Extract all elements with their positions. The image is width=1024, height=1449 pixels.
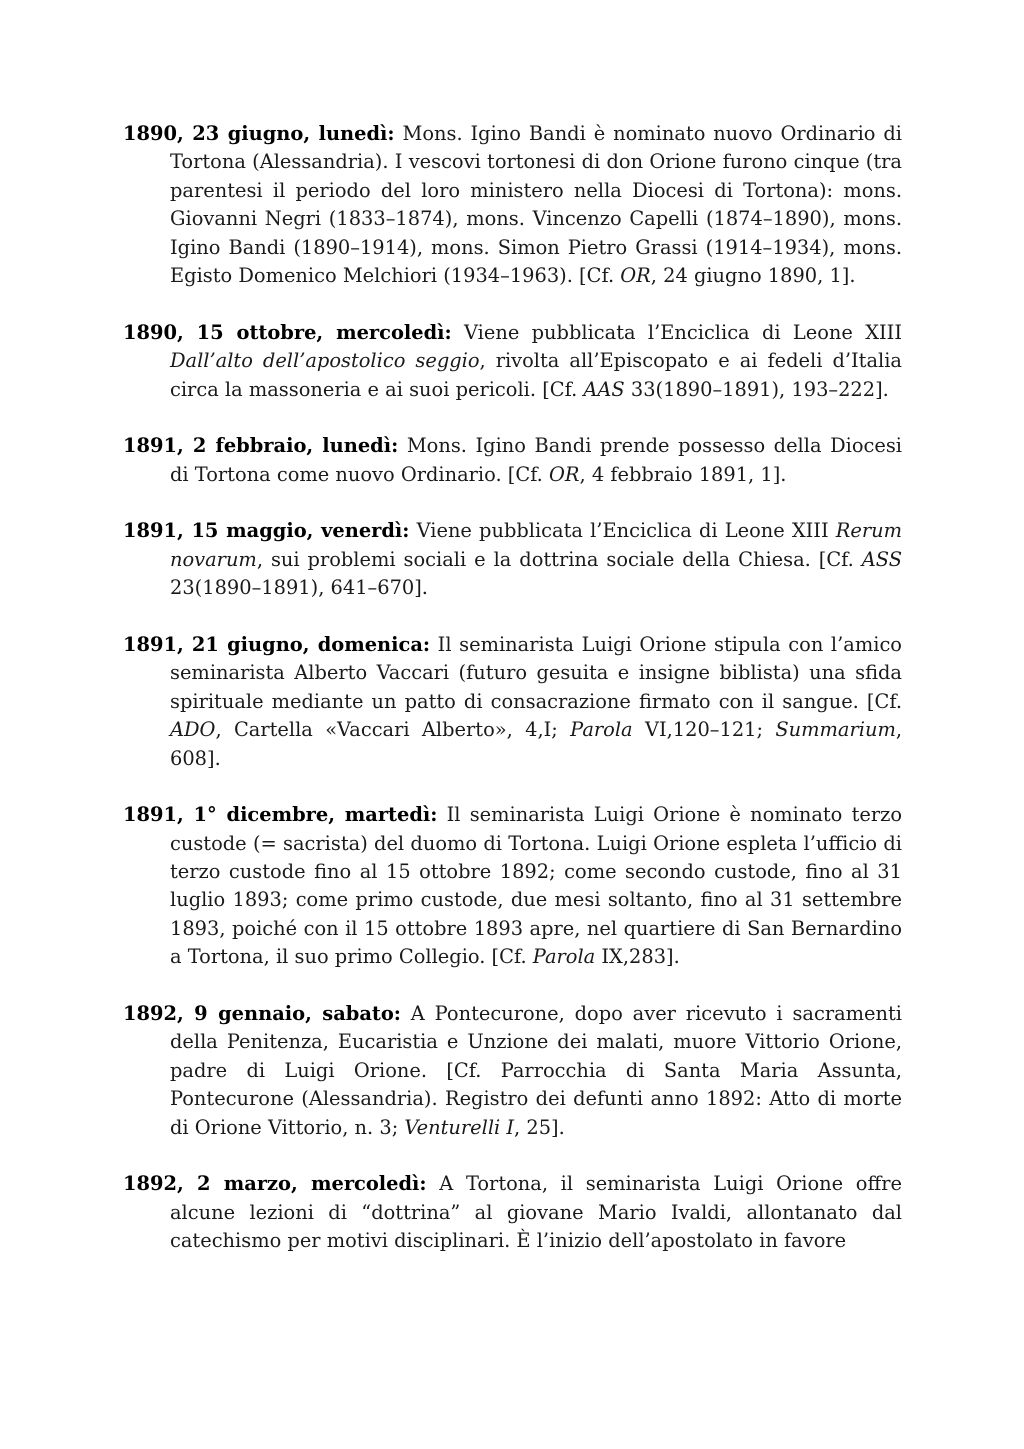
entry-date: 1892, 9 gennaio, sabato: (123, 1001, 401, 1025)
source-title: Parola (570, 718, 633, 742)
entry-text: , 608]. (170, 718, 903, 770)
entry-date: 1891, 21 giugno, domenica: (123, 632, 431, 656)
work-title: Dall’alto dell’apostolico seggio (170, 349, 480, 373)
entry-text: Il seminarista Luigi Orione è nominato terzo custode (= sacrista) del duomo di Tortona. Luigi Orione espleta l’ufficio di terzo custode fino al 15 ottobre 1892; come secondo custode, fino al 31 luglio 1893; come primo custode, due mesi soltanto, fino al 31 settembre 1893, poiché con il 15 ottobre 1893 apre, nel quartiere di San Bernardino a Tortona, il suo primo Collegio. [Cf. (170, 803, 902, 969)
entry-text: A Tortona, il seminarista Luigi Orione offre alcune lezioni di “dottrina” al giovane Mario Ivaldi, allontanato dal catechismo per motivi disciplinari. È l’inizio dell’apostolato in favore (170, 1172, 902, 1253)
entry-text: 33(1890–1891), 193–222]. (624, 377, 889, 401)
abbreviation: ADO (170, 718, 216, 742)
entry-date: 1891, 15 maggio, venerdì: (123, 519, 410, 543)
abbreviation: OR (620, 264, 651, 288)
chronology-entry (123, 517, 902, 602)
source-title: Parola (532, 945, 596, 969)
abbreviation: AAS (583, 377, 625, 401)
chronology-entry (123, 432, 902, 489)
entry-text: , 25]. (514, 1115, 565, 1139)
entry-text: , 24 giugno 1890, 1]. (650, 264, 856, 288)
chronology-entry (123, 801, 902, 971)
entry-text: Viene pubblicata l’Enciclica di Leone XIII (451, 320, 902, 344)
abbreviation: OR (549, 462, 580, 486)
entry-date: 1891, 2 febbraio, lunedì: (123, 434, 399, 458)
entry-text: , sui problemi sociali e la dottrina sociale della Chiesa. [Cf. (256, 547, 862, 571)
chronology-entry (123, 1170, 902, 1255)
entry-date: 1890, 15 ottobre, mercoledì: (123, 320, 452, 344)
entry-text: Viene pubblicata l’Enciclica di Leone XIII (409, 519, 836, 543)
entry-text: , rivolta all’Episcopato e ai fedeli d’Italia circa la massoneria e ai suoi pericoli. [Cf. (170, 349, 902, 401)
entry-date: 1891, 1° dicembre, martedì: (123, 803, 438, 827)
entry-text: A Pontecurone, dopo aver ricevuto i sacramenti della Penitenza, Eucaristia e Unzione dei malati, muore Vittorio Orione, padre di Luigi Orione. [Cf. Parrocchia di Santa Maria Assunta, Pontecurone (Alessandria). Registro dei defunti anno 1892: Atto di morte di Orione Vittorio, n. 3; (170, 1001, 903, 1139)
abbreviation: ASS (861, 547, 902, 571)
document-page (123, 120, 902, 1255)
entry-text: , 4 febbraio 1891, 1]. (579, 462, 787, 486)
work-title: Rerum novarum (170, 519, 902, 571)
chronology-entry (123, 631, 902, 773)
entry-date: 1890, 23 giugno, lunedì: (123, 122, 395, 145)
entry-text: VI,120–121; (632, 718, 776, 742)
entry-text: Il seminarista Luigi Orione stipula con l’amico seminarista Alberto Vaccari (futuro gesuita e insigne biblista) una sfida spirituale mediante un patto di consacrazione firmato con il sangue. [Cf. (170, 632, 902, 713)
entry-text: 23(1890–1891), 641–670]. (170, 576, 428, 600)
entry-text: , Cartella «Vaccari Alberto», 4,I; (215, 718, 571, 742)
source-title: Summarium (775, 718, 896, 742)
chronology-entry (123, 319, 902, 404)
chronology-entry (123, 120, 902, 290)
entry-text: IX,283]. (595, 945, 680, 969)
source-title: Venturelli I (404, 1115, 515, 1139)
entry-text: Mons. Igino Bandi è nominato nuovo Ordinario di Tortona (Alessandria). I vescovi tortonesi di don Orione furono cinque (tra parentesi il periodo del loro ministero nella Diocesi di Tortona): mons. Giovanni Negri (1833–1874), mons. Vincenzo Capelli (1874–1890), mons. Igino Bandi (1890–1914), mons. Simon Pietro Grassi (1914–1934), mons. Egisto Domenico Melchiori (1934–1963). [Cf. (170, 122, 902, 288)
entry-date: 1892, 2 marzo, mercoledì: (123, 1172, 427, 1196)
chronology-entry (123, 1000, 902, 1142)
entry-text: Mons. Igino Bandi prende possesso della Diocesi di Tortona come nuovo Ordinario. [Cf. (170, 434, 902, 486)
